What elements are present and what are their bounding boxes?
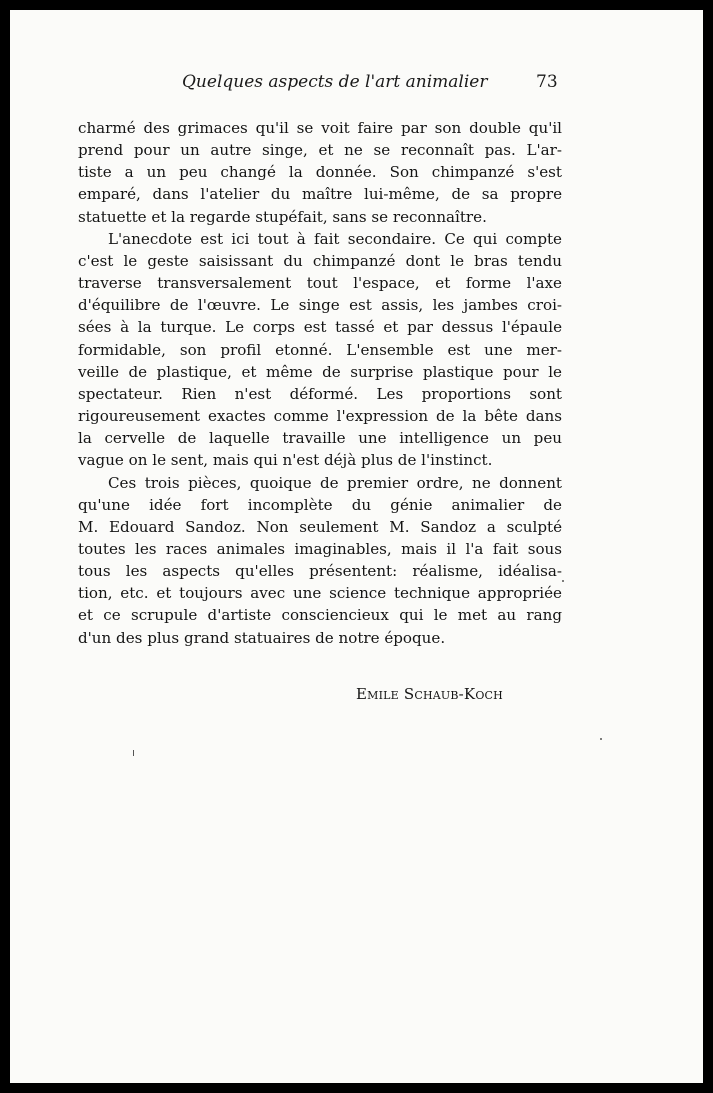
book-page bbox=[10, 10, 703, 1083]
text-line: c'est le geste saisissant du chimpanzé dont le bras tendu bbox=[78, 251, 562, 270]
text-line: tiste a un peu changé la donnée. Son chimpanzé s'est bbox=[78, 163, 562, 182]
body-text bbox=[78, 117, 562, 649]
text-line: et ce scrupule d'artiste consciencieux qui le met au rang bbox=[78, 606, 562, 625]
text-line: tous les aspects qu'elles présentent: réalisme, idéalisa- bbox=[78, 562, 562, 581]
text-line: qu'une idée fort incomplète du génie animalier de bbox=[78, 495, 562, 514]
text-line: prend pour un autre singe, et ne se reconnaît pas. L'ar- bbox=[78, 141, 562, 160]
page-number: 73 bbox=[536, 72, 558, 92]
scan-speck bbox=[600, 738, 602, 740]
text-line: emparé, dans l'atelier du maître lui-même, de sa propre bbox=[78, 185, 562, 204]
text-line: Ces trois pièces, quoique de premier ordre, ne donnent bbox=[108, 473, 562, 492]
running-head-title: Quelques aspects de l'art animalier bbox=[182, 72, 488, 92]
text-line: traverse transversalement tout l'espace, et forme l'axe bbox=[78, 274, 562, 293]
text-line: sées à la turque. Le corps est tassé et par dessus l'épaule bbox=[78, 318, 562, 337]
text-line: rigoureusement exactes comme l'expression de la bête dans bbox=[78, 407, 562, 426]
text-line: charmé des grimaces qu'il se voit faire par son double qu'il bbox=[78, 119, 562, 137]
author-signature: Emile Schaub-Koch bbox=[356, 685, 503, 703]
text-line: veille de plastique, et même de surprise plastique pour le bbox=[78, 362, 562, 381]
text-line: vague on le sent, mais qui n'est déjà plus de l'instinct. bbox=[78, 451, 493, 470]
text-line: formidable, son profil etonné. L'ensemble est une mer- bbox=[78, 340, 562, 359]
text-line: d'équilibre de l'œuvre. Le singe est assis, les jambes croi- bbox=[78, 296, 562, 315]
text-line: spectateur. Rien n'est déformé. Les proportions sont bbox=[78, 384, 562, 403]
scan-speck bbox=[133, 750, 134, 756]
text-line: statuette et la regarde stupéfait, sans se reconnaître. bbox=[78, 207, 487, 226]
scan-speck bbox=[562, 580, 564, 582]
text-line: toutes les races animales imaginables, mais il l'a fait sous bbox=[78, 539, 562, 558]
text-line: tion, etc. et toujours avec une science technique appropriée bbox=[78, 584, 562, 603]
text-line: d'un des plus grand statuaires de notre époque. bbox=[78, 628, 446, 647]
text-line: L'anecdote est ici tout à fait secondaire. Ce qui compte bbox=[108, 229, 562, 248]
text-line: M. Edouard Sandoz. Non seulement M. Sandoz a sculpté bbox=[78, 517, 562, 536]
text-line: la cervelle de laquelle travaille une intelligence un peu bbox=[78, 429, 562, 448]
